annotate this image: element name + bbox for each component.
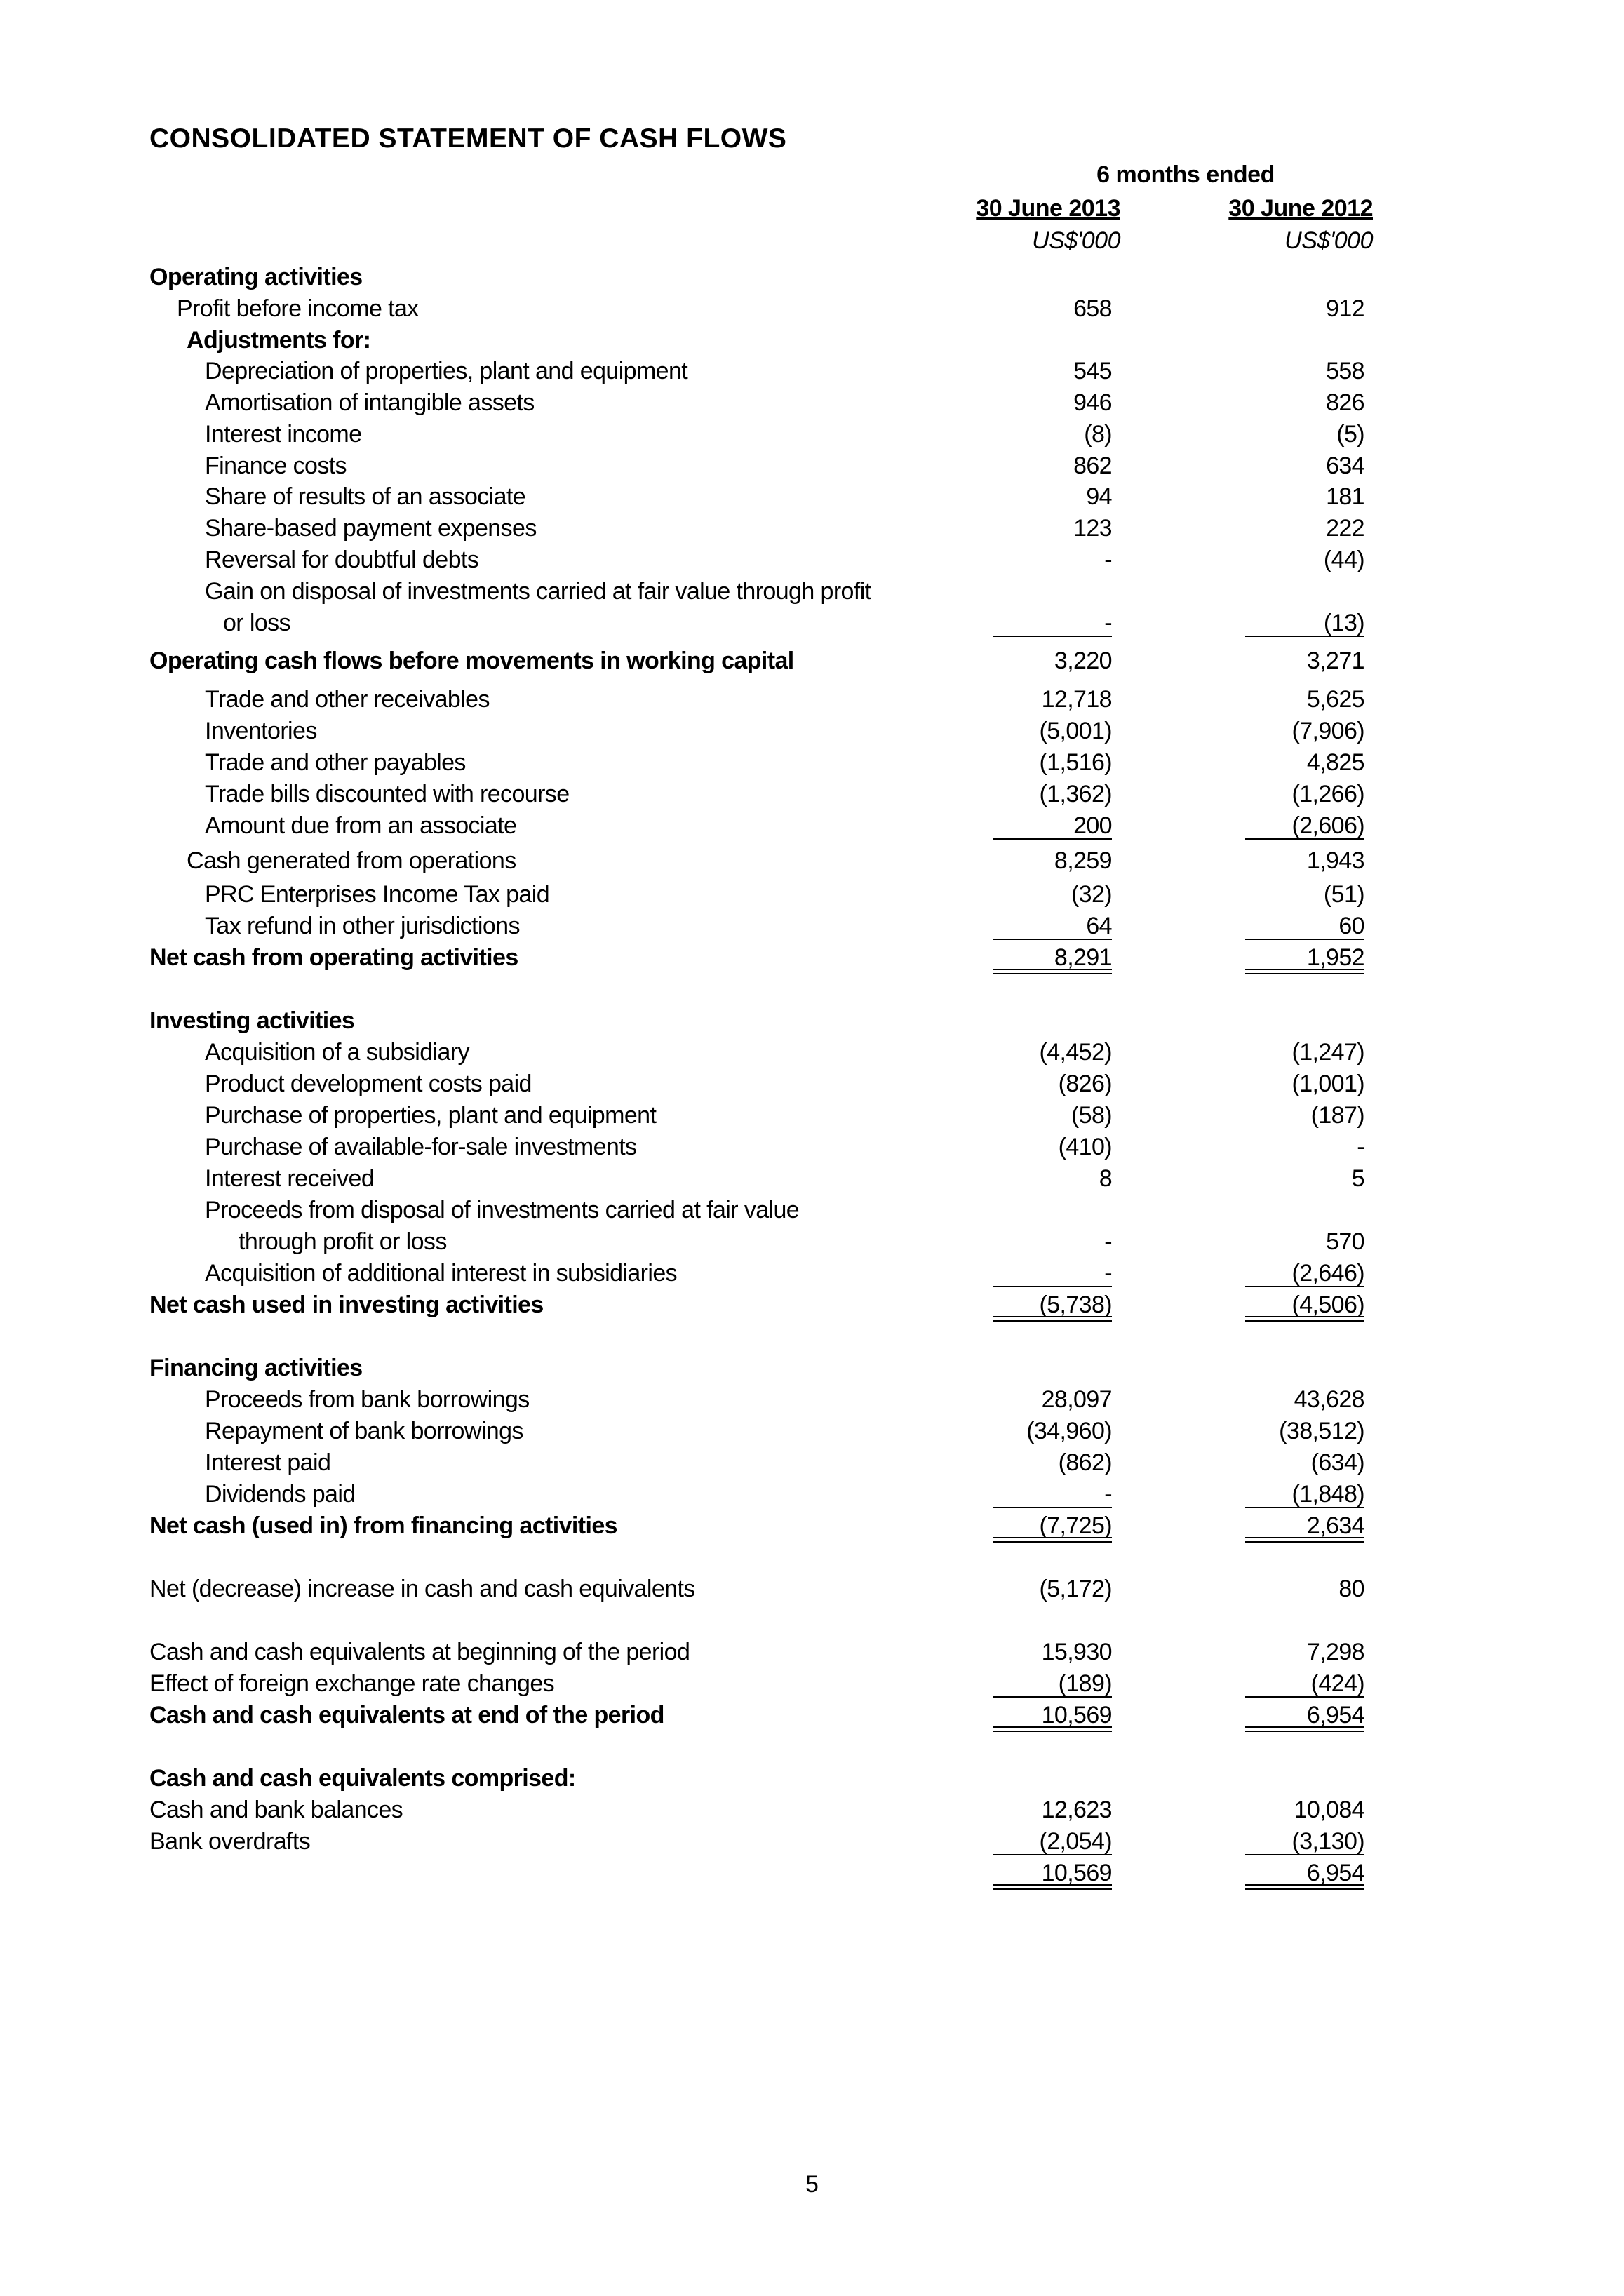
- value-2013: (5,738): [901, 1289, 1112, 1320]
- value-2012: 181: [1326, 483, 1364, 510]
- row-label: Profit before income tax: [177, 295, 419, 322]
- row-label: Financing activities: [149, 1355, 363, 1381]
- value-2012: (51): [1323, 881, 1364, 908]
- value-2012: 60: [1154, 911, 1364, 941]
- row-label: Amortisation of intangible assets: [205, 389, 535, 416]
- row-label: Cash generated from operations: [187, 847, 516, 874]
- row-label: Effect of foreign exchange rate changes: [149, 1670, 555, 1697]
- value-2013: -: [901, 607, 1112, 638]
- column-date-2012: 30 June 2012: [1228, 195, 1373, 222]
- column-unit-2012: US$'000: [1284, 227, 1373, 254]
- value-2013: (32): [1071, 881, 1112, 908]
- row-label: Share-based payment expenses: [205, 515, 537, 542]
- table-row: [0, 1100, 1624, 1131]
- row-label: Investing activities: [149, 1007, 355, 1034]
- value-2013: 94: [1086, 483, 1112, 510]
- row-label: Depreciation of properties, plant and equipment: [205, 358, 688, 384]
- table-row: [0, 1163, 1624, 1194]
- table-row: [0, 419, 1624, 450]
- value-2012: (1,266): [1291, 781, 1364, 807]
- value-2012: 6,954: [1154, 1858, 1364, 1888]
- table-row: [0, 1637, 1624, 1667]
- row-label: Dividends paid: [205, 1481, 356, 1508]
- table-row: [0, 576, 1624, 607]
- value-2013: (1,362): [1039, 781, 1112, 807]
- table-row: [0, 1037, 1624, 1068]
- value-2012: (2,606): [1154, 810, 1364, 841]
- value-2013: 8,291: [901, 942, 1112, 973]
- table-row: [0, 1447, 1624, 1478]
- value-2013: (5,172): [1039, 1576, 1112, 1602]
- row-label: Cash and cash equivalents at end of the period: [149, 1702, 664, 1728]
- value-2012: (634): [1310, 1449, 1364, 1476]
- value-2013: 10,569: [901, 1700, 1112, 1731]
- total-row: [0, 1700, 1624, 1731]
- table-row: [0, 747, 1624, 778]
- row-label: Cash and cash equivalents at beginning of the period: [149, 1639, 690, 1665]
- value-2013: (1,516): [1039, 749, 1112, 776]
- row-label: Cash and bank balances: [149, 1797, 403, 1823]
- value-2012: 2,634: [1154, 1510, 1364, 1541]
- value-2013: (5,001): [1039, 718, 1112, 744]
- row-label: Acquisition of a subsidiary: [205, 1039, 469, 1066]
- row-label: Net cash (used in) from financing activities: [149, 1512, 617, 1539]
- table-row: [0, 1573, 1624, 1604]
- table-row: [0, 481, 1624, 512]
- table-row: [0, 1226, 1624, 1257]
- value-2013: (58): [1071, 1102, 1112, 1129]
- value-2012: (4,506): [1154, 1289, 1364, 1320]
- value-2013: 3,220: [1054, 647, 1112, 674]
- table-row: [0, 293, 1624, 324]
- value-2012: (2,646): [1154, 1258, 1364, 1289]
- value-2013: 862: [1073, 452, 1112, 479]
- value-2013: 123: [1073, 515, 1112, 542]
- table-row: [0, 810, 1624, 841]
- value-2012: 3,271: [1306, 647, 1364, 674]
- row-label: Interest paid: [205, 1449, 331, 1476]
- row-label: Purchase of properties, plant and equipment: [205, 1102, 657, 1129]
- value-2012: 5,625: [1306, 686, 1364, 713]
- value-2013: 8,259: [1054, 847, 1112, 874]
- row-label: Interest received: [205, 1165, 375, 1192]
- value-2012: (1,848): [1154, 1479, 1364, 1510]
- value-2013: (8): [1084, 421, 1112, 448]
- row-label: Trade bills discounted with recourse: [205, 781, 570, 807]
- row-label: PRC Enterprises Income Tax paid: [205, 881, 550, 908]
- total-row: [0, 1858, 1624, 1888]
- value-2013: 946: [1073, 389, 1112, 416]
- table-row: [0, 1195, 1624, 1226]
- row-label: Trade and other payables: [205, 749, 466, 776]
- table-row: [0, 544, 1624, 575]
- value-2012: (5): [1336, 421, 1364, 448]
- value-2012: 570: [1326, 1228, 1364, 1255]
- table-row: [0, 450, 1624, 481]
- table-row: [0, 387, 1624, 418]
- value-2013: 200: [901, 810, 1112, 841]
- row-label: Gain on disposal of investments carried at fair value through profit: [205, 578, 871, 605]
- total-row: [0, 942, 1624, 973]
- table-row: [0, 1258, 1624, 1289]
- value-2012: 80: [1338, 1576, 1364, 1602]
- value-2012: (187): [1310, 1102, 1364, 1129]
- row-label: Interest income: [205, 421, 362, 448]
- page-number: 5: [805, 2171, 819, 2198]
- row-label: Net (decrease) increase in cash and cash equivalents: [149, 1576, 695, 1602]
- value-2013: (410): [1058, 1134, 1112, 1160]
- value-2012: 10,084: [1294, 1797, 1364, 1823]
- row-label: Cash and cash equivalents comprised:: [149, 1765, 576, 1792]
- row-label: Product development costs paid: [205, 1070, 532, 1097]
- column-date-2013: 30 June 2013: [976, 195, 1120, 222]
- value-2012: 826: [1326, 389, 1364, 416]
- value-2013: -: [901, 1479, 1112, 1510]
- table-row: [0, 1479, 1624, 1510]
- value-2012: 634: [1326, 452, 1364, 479]
- value-2012: 1,943: [1306, 847, 1364, 874]
- table-row: [0, 779, 1624, 810]
- table-row: [0, 1384, 1624, 1415]
- value-2012: 558: [1326, 358, 1364, 384]
- value-2012: 6,954: [1154, 1700, 1364, 1731]
- row-label: Repayment of bank borrowings: [205, 1418, 523, 1444]
- value-2012: (13): [1154, 607, 1364, 638]
- subheading-adjustments: [0, 325, 1624, 356]
- value-2013: 12,718: [1041, 686, 1112, 713]
- row-label: Operating activities: [149, 264, 363, 290]
- value-2012: -: [1357, 1134, 1364, 1160]
- row-label: Operating cash flows before movements in working capital: [149, 647, 794, 674]
- value-2012: 4,825: [1306, 749, 1364, 776]
- subtotal-row: [0, 645, 1624, 676]
- row-label: Tax refund in other jurisdictions: [205, 913, 520, 939]
- value-2012: (7,906): [1291, 718, 1364, 744]
- row-label: Finance costs: [205, 452, 347, 479]
- row-label: Adjustments for:: [187, 327, 371, 354]
- value-2012: (1,247): [1291, 1039, 1364, 1066]
- row-label: Bank overdrafts: [149, 1828, 311, 1855]
- row-label: Net cash used in investing activities: [149, 1291, 544, 1318]
- section-heading-operating: [0, 262, 1624, 293]
- value-2012: 43,628: [1294, 1386, 1364, 1413]
- table-row: [0, 607, 1624, 638]
- row-label: Reversal for doubtful debts: [205, 546, 479, 573]
- row-label: through profit or loss: [239, 1228, 447, 1255]
- value-2012: (1,001): [1291, 1070, 1364, 1097]
- value-2013: -: [901, 1258, 1112, 1289]
- value-2012: (3,130): [1154, 1826, 1364, 1857]
- table-row: [0, 879, 1624, 910]
- table-row: [0, 1416, 1624, 1446]
- table-row: [0, 1132, 1624, 1162]
- value-2012: 7,298: [1306, 1639, 1364, 1665]
- period-heading: 6 months ended: [1096, 161, 1275, 188]
- section-heading-financing: [0, 1352, 1624, 1383]
- row-label: or loss: [223, 610, 290, 636]
- value-2013: (2,054): [901, 1826, 1112, 1857]
- table-row: [0, 356, 1624, 387]
- row-label: Proceeds from bank borrowings: [205, 1386, 530, 1413]
- value-2013: 8: [1099, 1165, 1112, 1192]
- page-title: CONSOLIDATED STATEMENT OF CASH FLOWS: [149, 123, 787, 154]
- subtotal-row: [0, 845, 1624, 876]
- total-row: [0, 1289, 1624, 1320]
- value-2012: 1,952: [1154, 942, 1364, 973]
- value-2012: (424): [1154, 1668, 1364, 1699]
- row-label: Inventories: [205, 718, 317, 744]
- section-heading-investing: [0, 1005, 1624, 1036]
- value-2012: (44): [1323, 546, 1364, 573]
- row-label: Purchase of available-for-sale investments: [205, 1134, 637, 1160]
- value-2012: (38,512): [1279, 1418, 1364, 1444]
- value-2013: 658: [1073, 295, 1112, 322]
- value-2013: -: [1104, 1228, 1112, 1255]
- row-label: Net cash from operating activities: [149, 944, 518, 971]
- value-2013: 12,623: [1041, 1797, 1112, 1823]
- table-row: [0, 1668, 1624, 1699]
- total-row: [0, 1510, 1624, 1541]
- value-2013: (826): [1058, 1070, 1112, 1097]
- table-row: [0, 513, 1624, 544]
- value-2013: (189): [901, 1668, 1112, 1699]
- table-row: [0, 1826, 1624, 1857]
- value-2013: 64: [901, 911, 1112, 941]
- value-2013: (862): [1058, 1449, 1112, 1476]
- table-row: [0, 716, 1624, 746]
- value-2013: (7,725): [901, 1510, 1112, 1541]
- row-label: Amount due from an associate: [205, 812, 517, 839]
- value-2013: 15,930: [1041, 1639, 1112, 1665]
- table-row: [0, 911, 1624, 941]
- row-label: Proceeds from disposal of investments carried at fair value: [205, 1197, 800, 1223]
- row-label: Acquisition of additional interest in subsidiaries: [205, 1260, 678, 1287]
- value-2013: 545: [1073, 358, 1112, 384]
- table-row: [0, 684, 1624, 715]
- value-2013: (34,960): [1026, 1418, 1112, 1444]
- value-2013: 28,097: [1041, 1386, 1112, 1413]
- section-heading-comprised: [0, 1763, 1624, 1794]
- value-2013: (4,452): [1039, 1039, 1112, 1066]
- value-2013: 10,569: [901, 1858, 1112, 1888]
- row-label: Trade and other receivables: [205, 686, 490, 713]
- value-2012: 222: [1326, 515, 1364, 542]
- value-2012: 912: [1326, 295, 1364, 322]
- value-2012: 5: [1351, 1165, 1364, 1192]
- row-label: Share of results of an associate: [205, 483, 526, 510]
- column-unit-2013: US$'000: [1032, 227, 1120, 254]
- value-2013: -: [1104, 546, 1112, 573]
- table-row: [0, 1794, 1624, 1825]
- table-row: [0, 1068, 1624, 1099]
